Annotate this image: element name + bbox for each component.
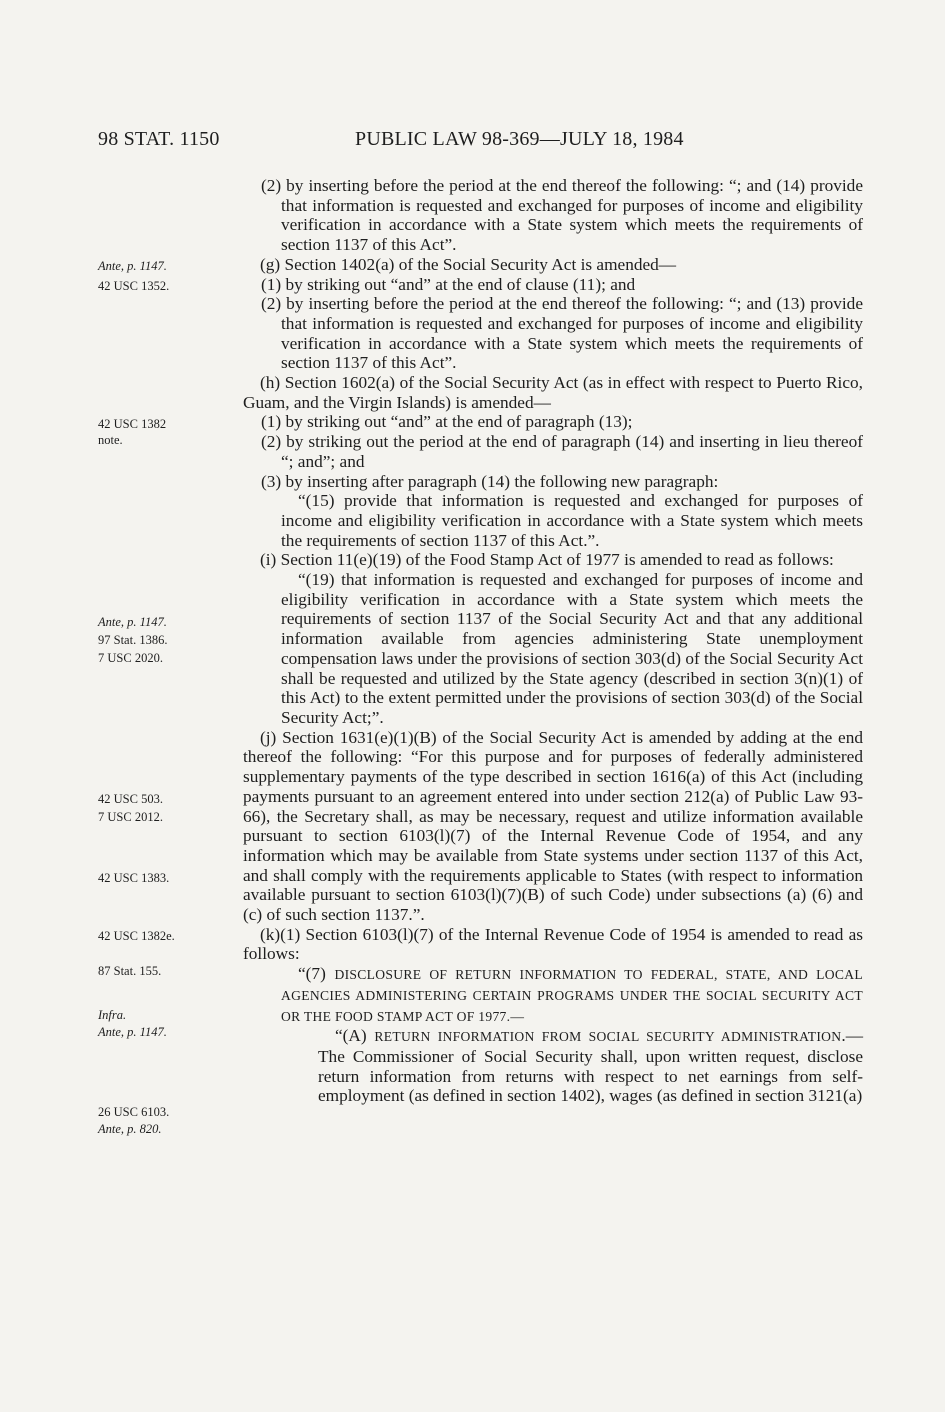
margin-note: 87 Stat. 155. xyxy=(98,964,162,978)
margin-note: Ante, p. 1147. xyxy=(98,1025,167,1039)
heading-A: RETURN INFORMATION FROM SOCIAL SECURITY ADMINISTRATION xyxy=(374,1029,842,1045)
statute-text xyxy=(243,176,863,1106)
margin-note: 42 USC 1383. xyxy=(98,871,170,885)
paragraph: (i) Section 11(e)(19) of the Food Stamp Act of 1977 is amended to read as follows: xyxy=(260,550,834,570)
statute-page-number: 98 STAT. 1150 xyxy=(98,128,220,150)
paragraph: (3) by inserting after paragraph (14) the following new paragraph: xyxy=(261,471,719,491)
margin-note: note. xyxy=(98,433,123,447)
margin-note: 42 USC 1352. xyxy=(98,279,170,293)
paragraph: (1) by striking out “and” at the end of paragraph (13); xyxy=(261,412,633,432)
paragraph: “(19) that information is requested and exchanged for purposes of income and eligibility verification in accordance with a State system which meets the requirements of section 1137 of the Social Security Act and that any additional information available from agencies administering State unemployment compensation laws under the provisions of section 303(d) of the Social Security Act shall be requested and utilized by the State agency (described in section 3(n)(1) of this Act) to the extent permitted under the provisions of section 303(d) of the Social Security Act;”. xyxy=(281,570,863,727)
paragraph: (g) Section 1402(a) of the Social Security Act is amended— xyxy=(260,254,677,274)
margin-note: Infra. xyxy=(98,1008,127,1022)
margin-note: 7 USC 2020. xyxy=(98,651,163,665)
running-head: PUBLIC LAW 98-369—JULY 18, 1984 xyxy=(355,128,684,150)
paragraph: (2) by inserting before the period at the end thereof the following: “; and (13) provide that information is requested and exchanged for purposes of income and eligibility verification in accordance with a State system which meets the requirements of section 1137 of this Act”. xyxy=(261,294,863,373)
margin-note: Ante, p. 1147. xyxy=(98,615,167,629)
margin-note: 26 USC 6103. xyxy=(98,1105,170,1119)
margin-note: Ante, p. 820. xyxy=(98,1122,162,1136)
margin-note: 42 USC 503. xyxy=(98,792,163,806)
margin-note: 97 Stat. 1386. xyxy=(98,633,168,647)
paragraph: (2) by striking out the period at the end of paragraph (14) and inserting in lieu thereof “; and”; and xyxy=(261,432,863,471)
paragraph-heading-7: “(7) DISCLOSURE OF RETURN INFORMATION TO FEDERAL, STATE, AND LOCAL AGENCIES ADMINISTERING CERTAIN PROGRAMS UNDER THE SOCIAL SECURITY ACT OR THE FOOD STAMP ACT OF 1977.— xyxy=(281,964,863,1024)
paragraph: (k)(1) Section 6103(l)(7) of the Internal Revenue Code of 1954 is amended to read as follows: xyxy=(243,924,863,964)
margin-note: 42 USC 1382e. xyxy=(98,929,175,943)
paragraph: (2) by inserting before the period at the end thereof the following: “; and (14) provide that information is requested and exchanged for purposes of income and eligibility verification in accordance with a State system which meets the requirements of section 1137 of this Act”. xyxy=(261,176,863,255)
margin-note: Ante, p. 1147. xyxy=(98,259,167,273)
paragraph: (j) Section 1631(e)(1)(B) of the Social Security Act is amended by adding at the end thereof the following: “For this purpose and for purposes of federally administered supplementary payments of the type described in section 1616(a) of this Act (including payments pursuant to an agreement entered into under section 212(a) of Public Law 93-66), the Secretary shall, as may be necessary, request and utilize information available pursuant to section 6103(l)(7) of the Internal Revenue Code of 1954, and any information which may be available from State systems under section 1137 of this Act, and shall comply with the requirements applicable to States (with respect to information available pursuant to section 6103(l)(7)(B) of such Code) under subsections (a) (6) and (c) of such section 1137.”. xyxy=(243,727,863,925)
margin-note: 7 USC 2012. xyxy=(98,810,163,824)
paragraph: (h) Section 1602(a) of the Social Security Act (as in effect with respect to Puerto Rico, Guam, and the Virgin Islands) is amended— xyxy=(243,373,863,412)
paragraph: (1) by striking out “and” at the end of clause (11); and xyxy=(261,274,636,294)
paragraph-heading-A: “(A) RETURN INFORMATION FROM SOCIAL SECURITY ADMINISTRATION.—The Commissioner of Social Security shall, upon written request, disclose return information from returns with respect to net earnings from self-employment (as defined in section 1402), wages (as defined in section 3121(a) xyxy=(318,1026,864,1106)
heading-7: DISCLOSURE OF RETURN INFORMATION TO FEDERAL, STATE, AND LOCAL AGENCIES ADMINISTERING CERTAIN PROGRAMS UNDER THE SOCIAL SECURITY ACT OR THE FOOD STAMP ACT OF 1977.— xyxy=(281,967,863,1024)
paragraph: “(15) provide that information is requested and exchanged for purposes of income and eligibility verification in accordance with a State system which meets the requirements of section 1137 of this Act.”. xyxy=(281,491,863,550)
margin-note: 42 USC 1382 xyxy=(98,417,167,431)
